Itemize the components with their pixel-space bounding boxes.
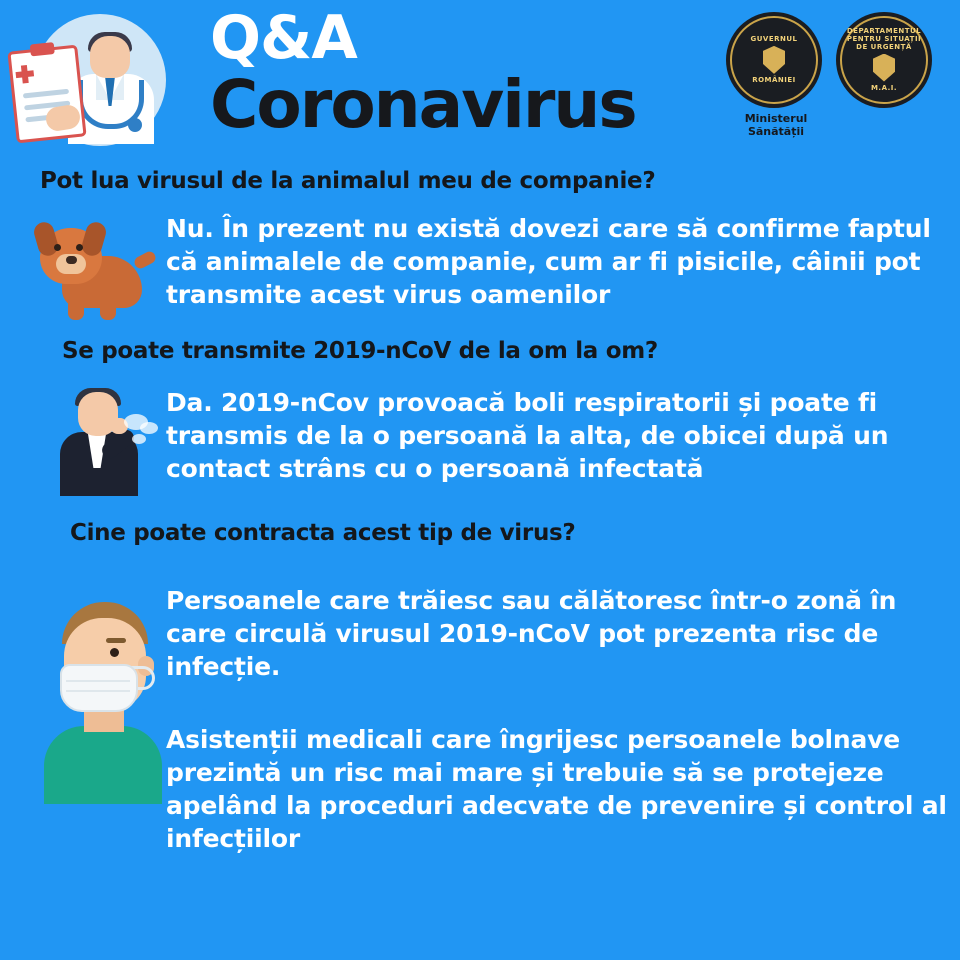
dog-eye-right xyxy=(76,244,83,251)
emergency-seal-inner xyxy=(840,16,928,104)
mask-pleat xyxy=(66,690,130,692)
government-seal-top-text: GUVERNUL xyxy=(750,35,798,44)
poster-title-block xyxy=(210,3,730,143)
footer-strip xyxy=(0,900,960,960)
medical-cross-icon-bar xyxy=(16,70,35,78)
answer-who-can-get-secondary: Asistenții medicali care îngrijesc persoanele bolnave prezintă un risc mai mare și trebuie să se protejeze apelând la proceduri adecvate de prevenire și control al infecțiilor xyxy=(166,725,947,853)
answer-who-can-get-primary: Persoanele care trăiesc sau călătoresc într-o zonă în care circulă virusul 2019-nCoV pot prezenta risc de infecție. xyxy=(166,586,897,681)
poster-header xyxy=(0,0,960,168)
qa-section-who-can-get xyxy=(0,520,960,855)
clipboard-icon xyxy=(7,45,86,144)
dog-eye-left xyxy=(54,244,61,251)
dog-illustration xyxy=(34,216,154,326)
dog-nose xyxy=(66,256,77,264)
dog-leg xyxy=(68,298,84,320)
cough-droplets-icon xyxy=(140,422,158,434)
government-seal-inner xyxy=(730,16,818,104)
mask-pleat xyxy=(66,680,130,682)
qa-section-pets xyxy=(0,168,960,311)
person-shirt xyxy=(44,726,162,804)
answer-human-to-human: Da. 2019-nCov provoacă boli respiratorii și poate fi transmis de la o persoană la alta, de obicei după un contact strâns cu o persoană infectată xyxy=(166,388,889,483)
clipboard-clip xyxy=(30,42,55,56)
emergency-seal-bottom-text: M.A.I. xyxy=(870,83,898,92)
dog-tail xyxy=(132,250,157,271)
doctor-illustration xyxy=(12,10,162,160)
clipboard-line xyxy=(23,89,69,99)
eagle-crest-icon xyxy=(873,54,895,82)
question-who-can-get: Cine poate contracta acest tip de virus? xyxy=(70,520,576,546)
emergency-seal-top-text: DEPARTAMENTUL PENTRU SITUAȚII DE URGENȚĂ xyxy=(846,27,922,51)
logo-group xyxy=(718,8,948,158)
face-mask-icon xyxy=(60,664,138,712)
stethoscope-chestpiece-icon xyxy=(128,118,142,132)
coughing-man-illustration xyxy=(48,388,158,498)
dog-leg xyxy=(100,298,116,320)
dog-ear-right xyxy=(80,220,109,258)
answer-pets: Nu. În prezent nu există dovezi care să confirme faptul că animalele de companie, cum ar fi pisicile, câinii pot transmite acest virus oamenilor xyxy=(166,214,931,309)
question-pets: Pot lua virusul de la animalul meu de companie? xyxy=(40,168,656,194)
cough-droplets-icon xyxy=(132,434,146,444)
ministry-label: Ministerul Sănătății xyxy=(744,112,808,138)
person-eyebrow xyxy=(106,638,126,643)
masked-person-illustration xyxy=(38,602,168,802)
romanian-crest-icon xyxy=(763,46,785,74)
emergency-department-seal xyxy=(836,12,932,108)
doctor-head xyxy=(90,36,130,78)
government-seal-bottom-text: ROMÂNIEI xyxy=(752,75,796,84)
government-seal xyxy=(726,12,822,108)
page-title-qa: Q&A xyxy=(210,3,357,73)
person-eye xyxy=(110,648,119,657)
question-human-to-human: Se poate transmite 2019-nCoV de la om la om? xyxy=(62,338,658,364)
qa-section-human-to-human xyxy=(0,338,960,485)
page-title-coronavirus: Coronavirus xyxy=(210,66,636,143)
